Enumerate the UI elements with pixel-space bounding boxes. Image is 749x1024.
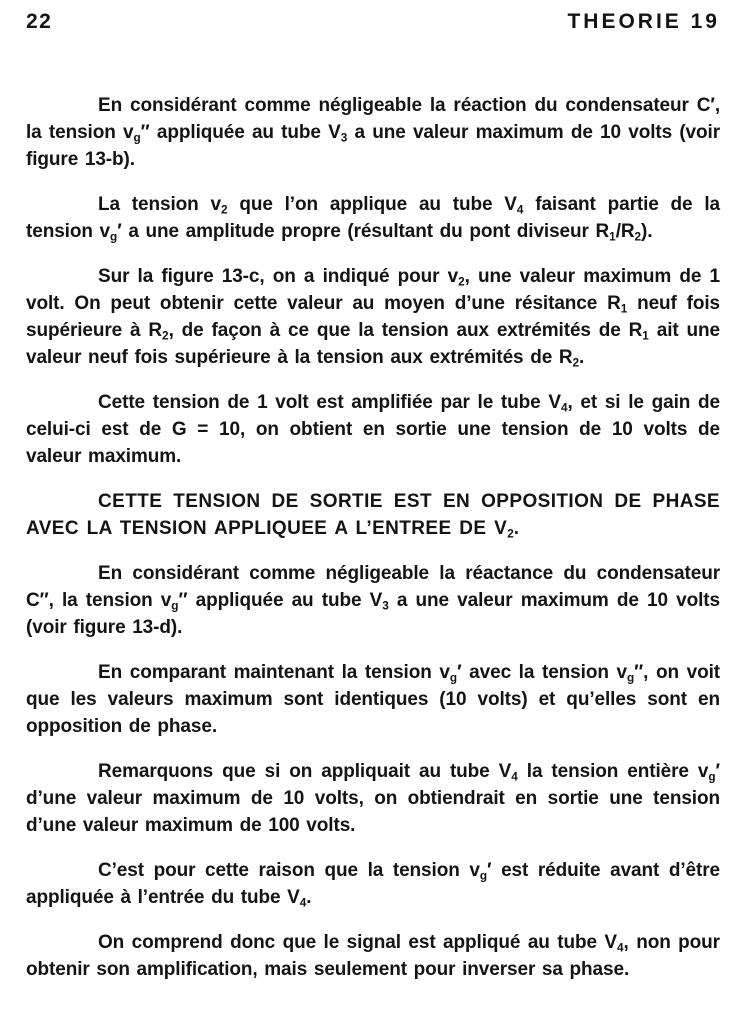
page-body [26, 92, 720, 983]
page-number: 22 [26, 10, 53, 33]
paragraph: La tension $v_2$ que l’on applique au tube $V_4$ faisant partie de la tension $v_g'$ a une amplitude propre (résultant du pont diviseur $R_1/R_2$). [26, 194, 720, 244]
paragraph: On comprend donc que le signal est appliqué au tube $V_4$, non pour obtenir son amplification, mais seulement pour inverser sa phase. [26, 932, 720, 980]
page-header [26, 10, 720, 34]
paragraph-emphasis: CETTE TENSION DE SORTIE EST EN OPPOSITION DE PHASE AVEC LA TENSION APPLIQUEE A L’ENTREE DE $V_2$. [26, 491, 720, 541]
header-title: THEORIE 19 [567, 10, 720, 33]
paragraph: En considérant comme négligeable la réactance du condensateur C″, la tension $v_g''$ appliquée au tube $V_3$ a une valeur maximum de 10 volts (voir figure 13-d). [26, 563, 720, 638]
paragraph: C’est pour cette raison que la tension $v_g'$ est réduite avant d’être appliquée à l’entrée du tube $V_4$. [26, 860, 720, 910]
paragraph: Sur la figure 13-c, on a indiqué pour $v_2$, une valeur maximum de 1 volt. On peut obtenir cette valeur au moyen d’une résitance $R_1$ neuf fois supérieure à $R_2$, de façon à ce que la tension aux extrémités de $R_1$ ait une valeur neuf fois supérieure à la tension aux extrémités de $R_2$. [26, 266, 720, 370]
paragraph: En considérant comme négligeable la réaction du condensateur C′, la tension $v_g''$ appliquée au tube $V_3$ a une valeur maximum de 10 volts (voir figure 13-b). [26, 95, 720, 170]
paragraph: En comparant maintenant la tension $v_g'$ avec la tension $v_g''$, on voit que les valeurs maximum sont identiques (10 volts) et qu’elles sont en opposition de phase. [26, 662, 721, 737]
paragraph: Cette tension de 1 volt est amplifiée par le tube $V_4$, et si le gain de celui-ci est de G = 10, on obtient en sortie une tension de 10 volts de valeur maximum. [26, 392, 720, 467]
paragraph: Remarquons que si on appliquait au tube $V_4$ la tension entière $v_g'$ d’une valeur maximum de 10 volts, on obtiendrait en sortie une tension d’une valeur maximum de 100 volts. [26, 761, 721, 836]
